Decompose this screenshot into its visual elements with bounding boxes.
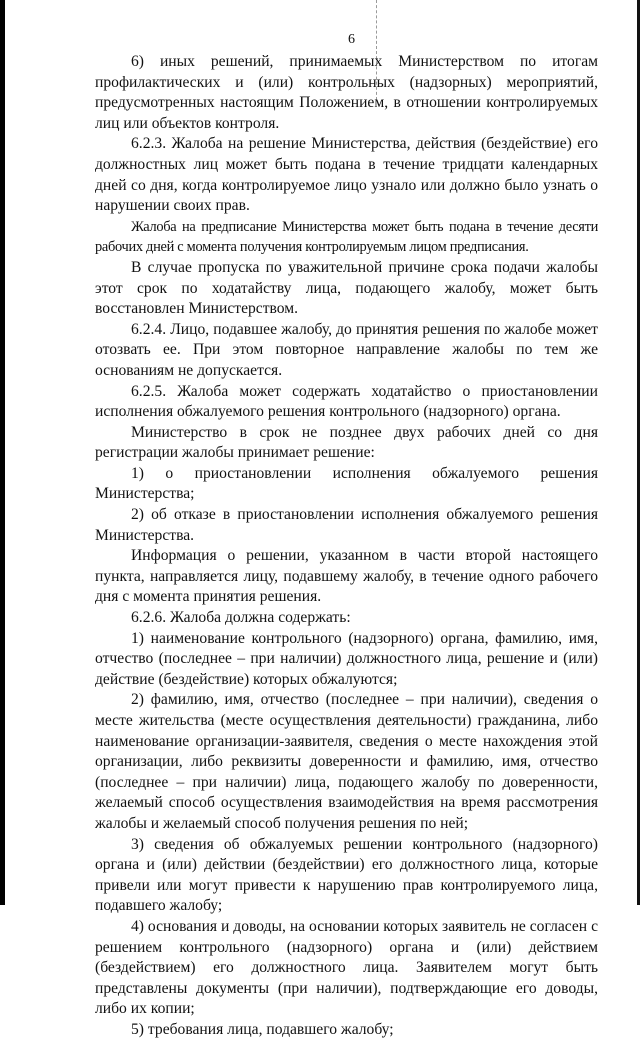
paragraph-content-5: 5) требования лица, подавшего жалобу; (131, 1020, 394, 1038)
paragraph-missed-deadline: В случае пропуска по уважительной причине срока подачи жалобы этот срок по ходатайству лица, подающего жалобу, может быть восстановлен Министерством. (95, 258, 598, 318)
document-page (95, 0, 598, 1041)
paragraph-content-4: 4) основания и доводы, на основании которых заявитель не согласен с решением контрольного (надзорного) органа и (или) действием (бездействием) его должностного лица. Заявителем могут быть представлены документы (при наличии), подтверждающие его доводы, либо их копии; (95, 917, 598, 1018)
paragraph-content-1: 1) наименование контрольного (надзорного) органа, фамилию, имя, отчество (последнее – при наличии) должностного лица, решение и (или) действие (бездействие) которых обжалуются; (95, 629, 598, 688)
paragraph-ministry-decision: Министерство в срок не позднее двух рабочих дней со дня регистрации жалобы принимает решение: (95, 423, 598, 462)
paragraph-6-2-3: 6.2.3. Жалоба на решение Министерства, действия (бездействие) его должностных лиц может быть подана в течение тридцати календарных дней со дня, когда контролируемое лицо узнало или должно было узнать о нарушении своих прав. (95, 135, 598, 215)
page-number: 6 (348, 32, 355, 47)
paragraph-content-3: 3) сведения об обжалуемых решении контрольного (надзорного) органа и (или) действии (бездействии) его должностного лица, которые привели или могут привести к нарушению прав контролируемого лица, подавшего жалобу; (95, 835, 598, 915)
paragraph-decision-1: 1) о приостановлении исполнения обжалуемого решения Министерства; (95, 464, 598, 503)
paragraph-item-6: 6) иных решений, принимаемых Министерством по итогам профилактических и (или) контрольных (надзорных) мероприятий, предусмотренных настоящим Положением, в отношении контролируемых лиц или объектов контроля. (95, 53, 598, 132)
paragraph-6-2-5: 6.2.5. Жалоба может содержать ходатайство о приостановлении исполнения обжалуемого решения контрольного (надзорного) органа. (95, 382, 598, 421)
paragraph-content-2: 2) фамилию, имя, отчество (последнее – при наличии), сведения о месте жительства (месте осуществления деятельности) гражданина, либо наименование организации-заявителя, сведения о месте нахождения этой организации, либо реквизиты доверенности и фамилию, имя, отчество (последнее – при наличии) лица, подающего жалобу по доверенности, желаемый способ осуществления взаимодействия на время рассмотрения жалобы и желаемый способ получения решения по ней; (95, 691, 598, 832)
paragraph-prescription-complaint: Жалоба на предписание Министерства может быть подана в течение десяти рабочих дней с момента получения контролируемым лицом предписания. (95, 218, 598, 256)
scan-border-left (0, 0, 5, 905)
paragraph-decision-2: 2) об отказе в приостановлении исполнения обжалуемого решения Министерства. (95, 506, 598, 544)
paragraph-6-2-6: 6.2.6. Жалоба должна содержать: (131, 609, 351, 627)
paragraph-decision-info: Информация о решении, указанном в части второй настоящего пункта, направляется лицу, подавшему жалобу, в течение одного рабочего дня с момента принятия решения. (95, 547, 598, 606)
paragraph-6-2-4: 6.2.4. Лицо, подавшее жалобу, до принятия решения по жалобе может отозвать ее. При этом повторное направление жалобы по тем же основаниям не допускается. (95, 320, 598, 379)
